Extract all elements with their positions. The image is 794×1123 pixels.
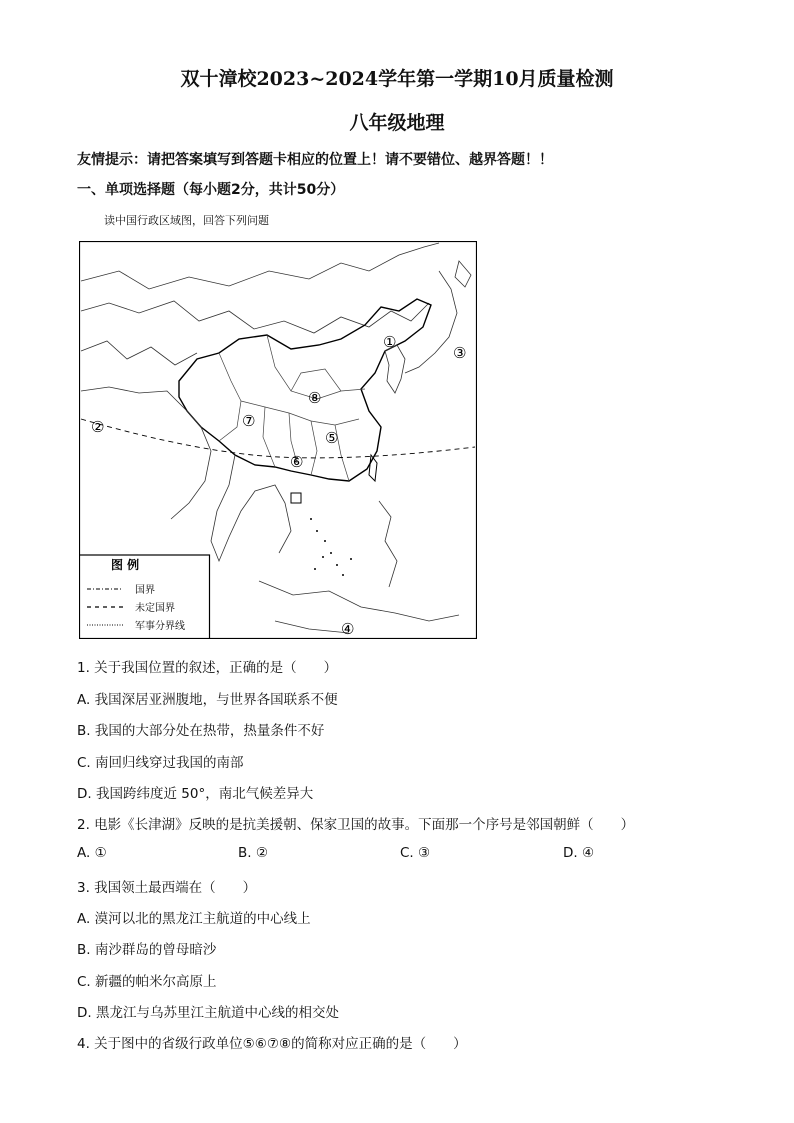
map-marker-5: ⑤: [325, 429, 339, 447]
map-legend: [80, 555, 210, 639]
question-2-option-b: B. ②: [238, 845, 268, 861]
map-marker-8: ⑧: [308, 389, 322, 407]
section-heading: 一、单项选择题（每小题2分，共计50分）: [77, 182, 345, 198]
question-1-option-b: B. 我国的大部分处在热带，热量条件不好: [77, 723, 325, 739]
map-marker-2: ②: [91, 418, 105, 436]
map-marker-3: ③: [453, 344, 467, 362]
question-4-stem: 4. 关于图中的省级行政单位⑤⑥⑦⑧的简称对应正确的是（ ）: [77, 1036, 467, 1052]
question-2-option-c: C. ③: [400, 845, 431, 861]
legend-national-border: 国界: [135, 585, 155, 596]
map-caption: 读中国行政区域图，回答下列问题: [104, 214, 269, 227]
legend-undetermined-border: 未定国界: [135, 603, 175, 614]
question-3-option-d: D. 黑龙江与乌苏里江主航道中心线的相交处: [77, 1005, 339, 1021]
question-1-option-d: D. 我国跨纬度近 50°，南北气候差异大: [77, 786, 314, 802]
map-marker-4: ④: [341, 620, 355, 638]
question-1-stem: 1. 关于我国位置的叙述，正确的是（ ）: [77, 660, 338, 676]
question-3-option-b: B. 南沙群岛的曾母暗沙: [77, 942, 217, 958]
friendly-notice: 友情提示：请把答案填写到答题卡相应的位置上！请不要错位、越界答题！！: [77, 152, 553, 168]
legend-military-line: 军事分界线: [135, 621, 185, 632]
question-3-option-a: A. 漠河以北的黑龙江主航道的中心线上: [77, 911, 311, 927]
question-2-stem: 2. 电影《长津湖》反映的是抗美援朝、保家卫国的故事。下面那一个序号是邻国朝鲜（ ）: [77, 817, 635, 833]
map-marker-6: ⑥: [290, 453, 304, 471]
legend-title: 图 例: [111, 558, 140, 572]
question-1-option-c: C. 南回归线穿过我国的南部: [77, 755, 244, 771]
question-1-option-a: A. 我国深居亚洲腹地，与世界各国联系不便: [77, 692, 338, 708]
map-marker-7: ⑦: [242, 412, 256, 430]
exam-subtitle: 八年级地理: [349, 112, 445, 134]
question-3-stem: 3. 我国领土最西端在（ ）: [77, 880, 257, 896]
china-admin-map: [79, 241, 477, 639]
map-marker-1: ①: [383, 333, 397, 351]
question-3-option-c: C. 新疆的帕米尔高原上: [77, 974, 217, 990]
question-2-option-d: D. ④: [563, 845, 595, 861]
question-2-option-a: A. ①: [77, 845, 107, 861]
exam-title: 双十漳校2023~2024学年第一学期10月质量检测: [180, 68, 614, 90]
